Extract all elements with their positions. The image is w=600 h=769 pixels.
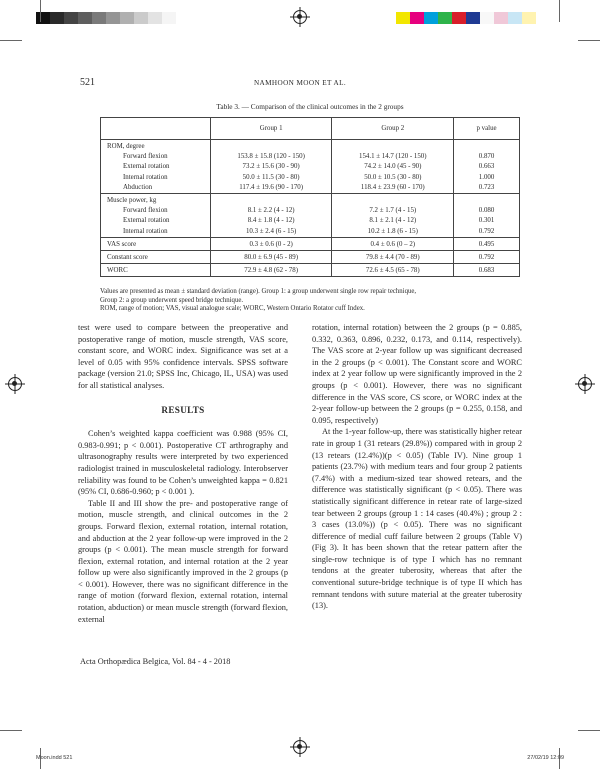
color-bar-cmyk (396, 12, 536, 24)
crop-mark (40, 0, 41, 22)
row-label: Internal rotation (101, 173, 211, 183)
paragraph: Cohen’s weighted kappa coefficient was 0.988 (95% CI, 0.983-0.991; p < 0.001). Postoperative CT arthrography and ultrasonography results were interpreted by two experienced radiologist trained in musculoskeletal radiology. Interobserver reliability was found to be Cohen’s unweighted kappa = 0.821 (95% CI, 0.686-0.960; p < 0.001 ). (78, 429, 288, 497)
page-number: 521 (80, 77, 95, 88)
row-label: Forward flexion (101, 206, 211, 216)
p-value-cell: 0.683 (454, 264, 520, 277)
row-label: Internal rotation (101, 227, 211, 238)
swatch (36, 12, 50, 24)
group1-cell: 0.3 ± 0.6 (0 - 2) (210, 237, 332, 250)
group1-cell: 50.0 ± 11.5 (30 - 80) (210, 173, 332, 183)
p-value-cell: 0.792 (454, 251, 520, 264)
running-header (80, 77, 520, 91)
group2-cell: 72.6 ± 4.5 (65 - 78) (332, 264, 454, 277)
table-row (101, 194, 520, 207)
swatch (396, 12, 410, 24)
group2-cell (332, 194, 454, 207)
p-value-cell: 0.723 (454, 183, 520, 194)
paragraph: At the 1-year follow-up, there was statistically higher retear rate in group 1 (31 retears (29.8%)) compared with in group 2 (13 retears (12.4%))(p < 0.05) (Table IV). Nine group 1 patients (23.7%) with medium tears and four group 2 patients (7.4%) with a medium-sized tear showed retears, and the difference was statistically significant (p < 0.05). There was statistically significant difference in retear rate of large-sized tear between 2 groups (group 1 : 14 cases (40.4%) ; group 2 : 3 cases (13.0%)) (p < 0.05). There was no significant difference of medial cuff failure between 2 groups (Table V) (Fig 3). It has been shown that the retear pattern after the single-row technique is of type I which has no remnant tendons at the greater tuberosity, whereas that after the conventional suture-bridge technique is of type II which has remnant tendons with suture material at the greater tuberosity (13). (312, 427, 522, 611)
group1-cell: 8.4 ± 1.8 (4 - 12) (210, 216, 332, 226)
table-row (101, 237, 520, 250)
swatch (64, 12, 78, 24)
group2-cell: 7.2 ± 1.7 (4 - 15) (332, 206, 454, 216)
group2-cell: 154.1 ± 14.7 (120 - 150) (332, 152, 454, 162)
table-note: Group 2: a group underwent speed bridge technique. (100, 296, 244, 304)
group1-cell: 8.1 ± 2.2 (4 - 12) (210, 206, 332, 216)
swatch (50, 12, 64, 24)
p-value-cell: 0.792 (454, 227, 520, 238)
section-heading: RESULTS (161, 404, 205, 415)
slug-date: 27/02/19 12:09 (527, 755, 564, 761)
swatch (106, 12, 120, 24)
p-value-cell: 0.495 (454, 237, 520, 250)
crop-mark (559, 0, 560, 22)
swatch (78, 12, 92, 24)
swatch (92, 12, 106, 24)
swatch (452, 12, 466, 24)
clinical-outcomes-table (100, 117, 520, 277)
registration-mark-icon (293, 740, 307, 754)
table-header-row (101, 118, 520, 140)
table-note: ROM, range of motion; VAS, visual analogue scale; WORC, Western Ontario Rotator cuff Index. (100, 305, 365, 313)
p-value-cell (454, 194, 520, 207)
table-row (101, 140, 520, 153)
table-caption: Table 3. — Comparison of the clinical outcomes in the 2 groups (216, 102, 404, 111)
table-row (101, 173, 520, 183)
row-label: External rotation (101, 216, 211, 226)
paragraph: rotation, internal rotation) between the 2 groups (p = 0.885, 0.332, 0.363, 0.896, 0.232, 0.173, and 0.114, respectively). The VAS score at 2-year follow up was significant decreased in the 2 groups (p < 0.001). The Constant score and WORC index at 2 year follow up were significantly improved in the 2 groups (p < 0.001). However, there was no significant difference in the VAS score, CS score, or WORC index at the 2-year follow-up between the 2 groups (p = 0.255, 0.158, and 0.095, respectively) (312, 323, 522, 425)
running-title: NAMHOON MOON ET AL. (253, 79, 347, 87)
table-row (101, 183, 520, 194)
swatch (508, 12, 522, 24)
column-header: Group 1 (210, 118, 332, 140)
p-value-cell (454, 140, 520, 153)
swatch (466, 12, 480, 24)
table-row (101, 162, 520, 172)
group1-cell: 10.3 ± 2.4 (6 - 15) (210, 227, 332, 238)
group1-cell (210, 194, 332, 207)
slug-file: Moon.indd 521 (36, 755, 73, 761)
swatch (134, 12, 148, 24)
p-value-cell: 0.080 (454, 206, 520, 216)
crop-mark (0, 730, 22, 731)
table-row (101, 227, 520, 238)
p-value-cell: 0.301 (454, 216, 520, 226)
swatch (162, 12, 176, 24)
row-label: Constant score (101, 251, 211, 264)
group2-cell (332, 140, 454, 153)
group1-cell: 117.4 ± 19.6 (90 - 170) (210, 183, 332, 194)
p-value-cell: 0.663 (454, 162, 520, 172)
table-row (101, 264, 520, 277)
paragraph: test were used to compare between the preoperative and postoperative range of motion, muscle strength, VAS score, constant score, and WORC index. Significance was set at a level of 0.05 with 95% confidence intervals. SPSS software package (version 21.0; SPSS Inc, Chicago, IL, USA) was used for all statistical analyses. (78, 323, 288, 390)
column-header (101, 118, 211, 140)
group1-cell: 72.9 ± 4.8 (62 - 78) (210, 264, 332, 277)
left-column (78, 322, 288, 625)
row-label: WORC (101, 264, 211, 277)
swatch (494, 12, 508, 24)
crop-mark (578, 730, 600, 731)
row-label: ROM, degree (101, 140, 211, 153)
group2-cell: 74.2 ± 14.0 (45 - 90) (332, 162, 454, 172)
swatch (522, 12, 536, 24)
journal-footer: Acta Orthopædica Belgica, Vol. 84 - 4 - 2018 (80, 657, 231, 666)
swatch (480, 12, 494, 24)
group2-cell: 118.4 ± 23.9 (60 - 170) (332, 183, 454, 194)
column-header: p value (454, 118, 520, 140)
registration-mark-icon (293, 10, 307, 24)
p-value-cell: 1.000 (454, 173, 520, 183)
table-row (101, 152, 520, 162)
group2-cell: 10.2 ± 1.8 (6 - 15) (332, 227, 454, 238)
group2-cell: 0.4 ± 0.6 (0 – 2) (332, 237, 454, 250)
swatch (438, 12, 452, 24)
group1-cell (210, 140, 332, 153)
group1-cell: 153.8 ± 15.8 (120 - 150) (210, 152, 332, 162)
table-row (101, 206, 520, 216)
table-note: Values are presented as mean ± standard deviation (range). Group 1: a group underwent single row repair technique, (100, 288, 417, 295)
registration-mark-icon (8, 377, 22, 391)
registration-mark-icon (578, 377, 592, 391)
row-label: Forward flexion (101, 152, 211, 162)
table-row (101, 216, 520, 226)
row-label: External rotation (101, 162, 211, 172)
table-notes (100, 288, 520, 314)
row-label: Muscle power, kg (101, 194, 211, 207)
group2-cell: 79.8 ± 4.4 (70 - 89) (332, 251, 454, 264)
row-label: Abduction (101, 183, 211, 194)
paragraph: Table II and III show the pre- and postoperative range of motion, muscle strength, and clinical outcomes in the 2 groups. Forward flexion, external rotation, internal rotation, and abduction at the 2 year follow-up were improved in the 2 groups (p < 0.001). The mean muscle strength for forward flexion, external rotation, and internal rotation at the 2 year follow up were also significantly improved in the 2 groups (p < 0.001). However, there was no significant difference in the range of motion (forward flexion, external rotation, internal rotation, abduction) or mean muscle strength (forward flexion, external (78, 498, 288, 624)
group2-cell: 8.1 ± 2.1 (4 - 12) (332, 216, 454, 226)
group1-cell: 80.0 ± 6.9 (45 - 89) (210, 251, 332, 264)
swatch (410, 12, 424, 24)
table-row (101, 251, 520, 264)
column-header: Group 2 (332, 118, 454, 140)
group2-cell: 50.0 ± 10.5 (30 - 80) (332, 173, 454, 183)
p-value-cell: 0.870 (454, 152, 520, 162)
group1-cell: 73.2 ± 15.6 (30 - 90) (210, 162, 332, 172)
color-bar-grayscale (36, 12, 176, 24)
swatch (424, 12, 438, 24)
crop-mark (0, 40, 22, 41)
right-column (312, 322, 522, 612)
swatch (148, 12, 162, 24)
row-label: VAS score (101, 237, 211, 250)
crop-mark (578, 40, 600, 41)
swatch (120, 12, 134, 24)
